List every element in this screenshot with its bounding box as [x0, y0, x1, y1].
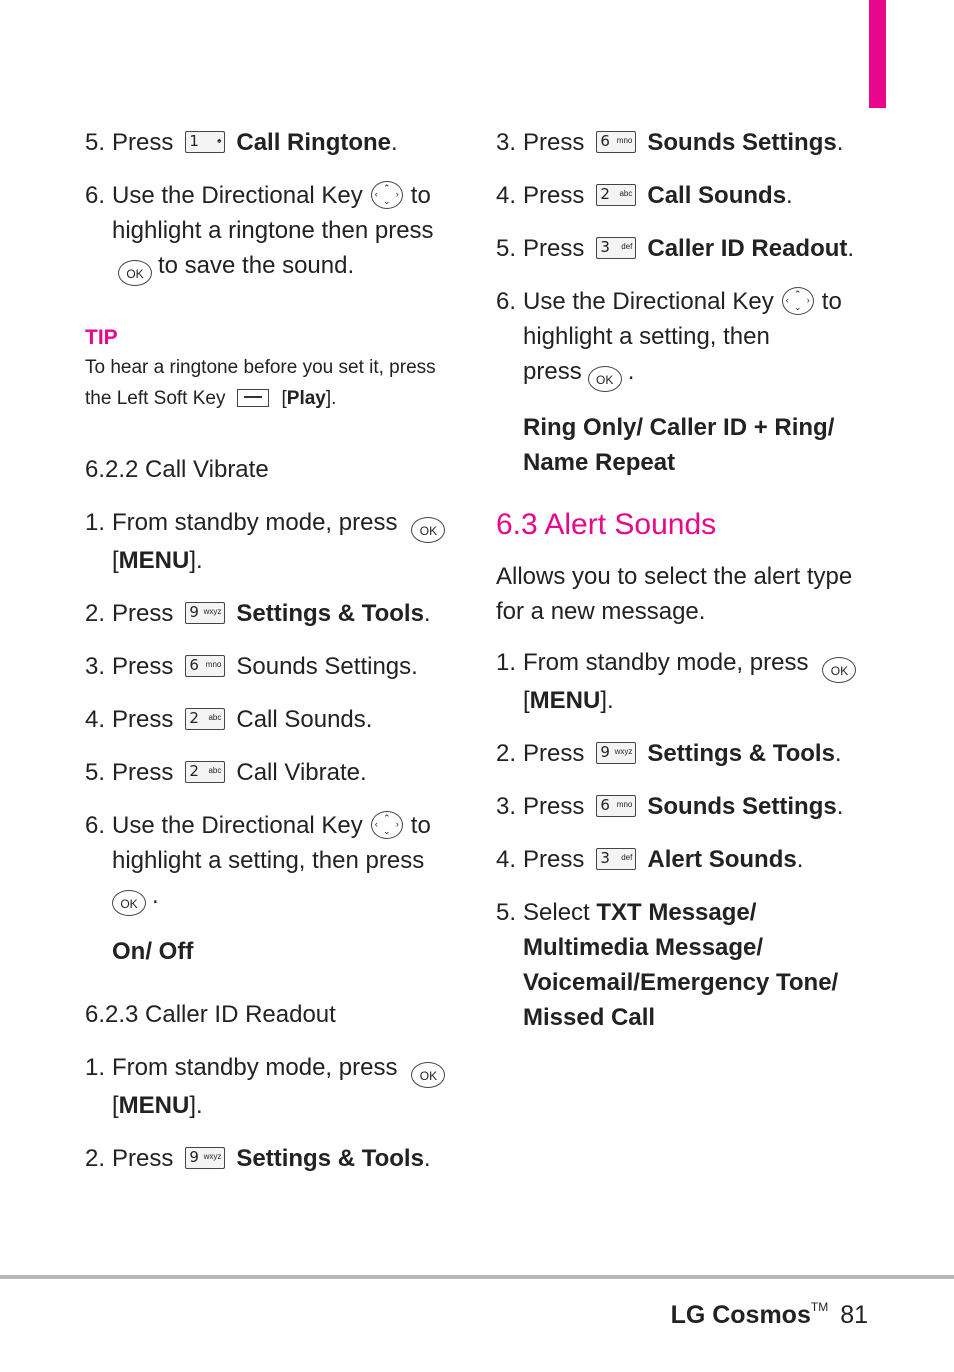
step-directional-setting: 6. Use the Directional Key ⌃ ‹ › ⌄ to highlight a setting, then press OK .	[496, 284, 868, 392]
tip-text-line-2: the Left Soft Key [Play].	[85, 388, 337, 409]
key-9-icon: 9 wxyz	[185, 602, 225, 624]
section-heading-call-vibrate: 6.2.2 Call Vibrate	[85, 456, 269, 483]
ok-key-icon: OK	[118, 260, 152, 286]
key-3-icon: 3 def	[596, 848, 636, 870]
step-text: highlight a ringtone then press	[112, 217, 434, 244]
left-column	[85, 125, 460, 1194]
key-1-icon: 1 ♠	[185, 131, 225, 153]
step-directional-setting: 6. Use the Directional Key ⌃ ‹ › ⌄ to highlight a setting, then press OK .	[85, 808, 460, 916]
ok-key-icon: OK	[411, 1062, 445, 1088]
directional-key-icon: ⌃ ‹ › ⌄	[782, 287, 814, 315]
key-2-icon: 2 abc	[596, 184, 636, 206]
step-settings-tools: 2. Press 9 wxyz Settings & Tools.	[85, 1145, 431, 1172]
directional-key-icon: ⌃ ‹ › ⌄	[371, 811, 403, 839]
section-heading-alert-sounds: 6.3 Alert Sounds	[496, 508, 717, 541]
key-2-icon: 2 abc	[185, 708, 225, 730]
options-name-repeat: Name Repeat	[523, 449, 676, 476]
step-call-vibrate: 5. Press 2 abc Call Vibrate.	[85, 759, 367, 786]
key-3-icon: 3 def	[596, 237, 636, 259]
step-select-alert-type: 5. Select TXT Message/ Multimedia Message/ Voicemail/Emergency Tone/ Missed Call	[496, 899, 839, 1031]
footer-brand: LG Cosmos	[670, 1301, 811, 1329]
options-on-off: On/ Off	[112, 938, 194, 965]
right-column	[496, 125, 868, 1053]
step-settings-tools: 2. Press 9 wxyz Settings & Tools.	[85, 600, 431, 627]
intro-text-line-2: for a new message.	[496, 598, 706, 625]
step-standby-menu: 1. From standby mode, press OK [MENU].	[496, 645, 868, 718]
tip-title: TIP	[85, 326, 118, 349]
step-number: 5.	[85, 129, 106, 156]
step-settings-tools: 2. Press 9 wxyz Settings & Tools.	[496, 740, 842, 767]
step-text: Press	[112, 129, 174, 156]
step-sounds-settings: 3. Press 6 mno Sounds Settings.	[85, 653, 418, 680]
key-6-icon: 6 mno	[185, 655, 225, 677]
step-press-call-ringtone: 5. Press 1 ♠ Call Ringtone.	[85, 125, 460, 160]
footer-rule	[0, 1275, 954, 1279]
step-standby-menu: 1. From standby mode, press OK [MENU].	[85, 1050, 460, 1123]
step-sounds-settings: 3. Press 6 mno Sounds Settings.	[496, 129, 844, 156]
ok-key-icon: OK	[822, 657, 856, 683]
key-6-icon: 6 mno	[596, 795, 636, 817]
page-footer: LG Cosmos™ 81	[670, 1300, 868, 1329]
step-directional-ringtone: 6. Use the Directional Key ⌃ ‹ › ⌄ to highlight a ringtone then press OK to save the sound.	[85, 178, 460, 286]
ok-key-icon: OK	[112, 890, 146, 916]
step-standby-menu: 1. From standby mode, press OK [MENU].	[85, 505, 460, 578]
step-call-sounds: 4. Press 2 abc Call Sounds.	[496, 182, 793, 209]
step-call-sounds: 4. Press 2 abc Call Sounds.	[85, 706, 373, 733]
ok-key-icon: OK	[411, 517, 445, 543]
left-soft-key-icon	[237, 389, 269, 407]
page-number: 81	[840, 1301, 868, 1329]
tip-text-line-1: To hear a ringtone before you set it, press	[85, 357, 436, 378]
key-9-icon: 9 wxyz	[185, 1147, 225, 1169]
step-caller-id-readout: 5. Press 3 def Caller ID Readout.	[496, 235, 855, 262]
options-ring-caller-id: Ring Only/ Caller ID + Ring/	[523, 414, 835, 441]
key-6-icon: 6 mno	[596, 131, 636, 153]
step-alert-sounds: 4. Press 3 def Alert Sounds.	[496, 846, 804, 873]
section-heading-caller-id-readout: 6.2.3 Caller ID Readout	[85, 1001, 336, 1028]
step-sounds-settings: 3. Press 6 mno Sounds Settings.	[496, 793, 844, 820]
intro-text-line-1: Allows you to select the alert type	[496, 563, 853, 590]
key-9-icon: 9 wxyz	[596, 742, 636, 764]
ok-key-icon: OK	[588, 366, 622, 392]
menu-item-call-ringtone: Call Ringtone	[236, 129, 392, 156]
chapter-tab-marker	[869, 0, 886, 108]
directional-key-icon: ⌃ ‹ › ⌄	[371, 181, 403, 209]
key-2-icon: 2 abc	[185, 761, 225, 783]
